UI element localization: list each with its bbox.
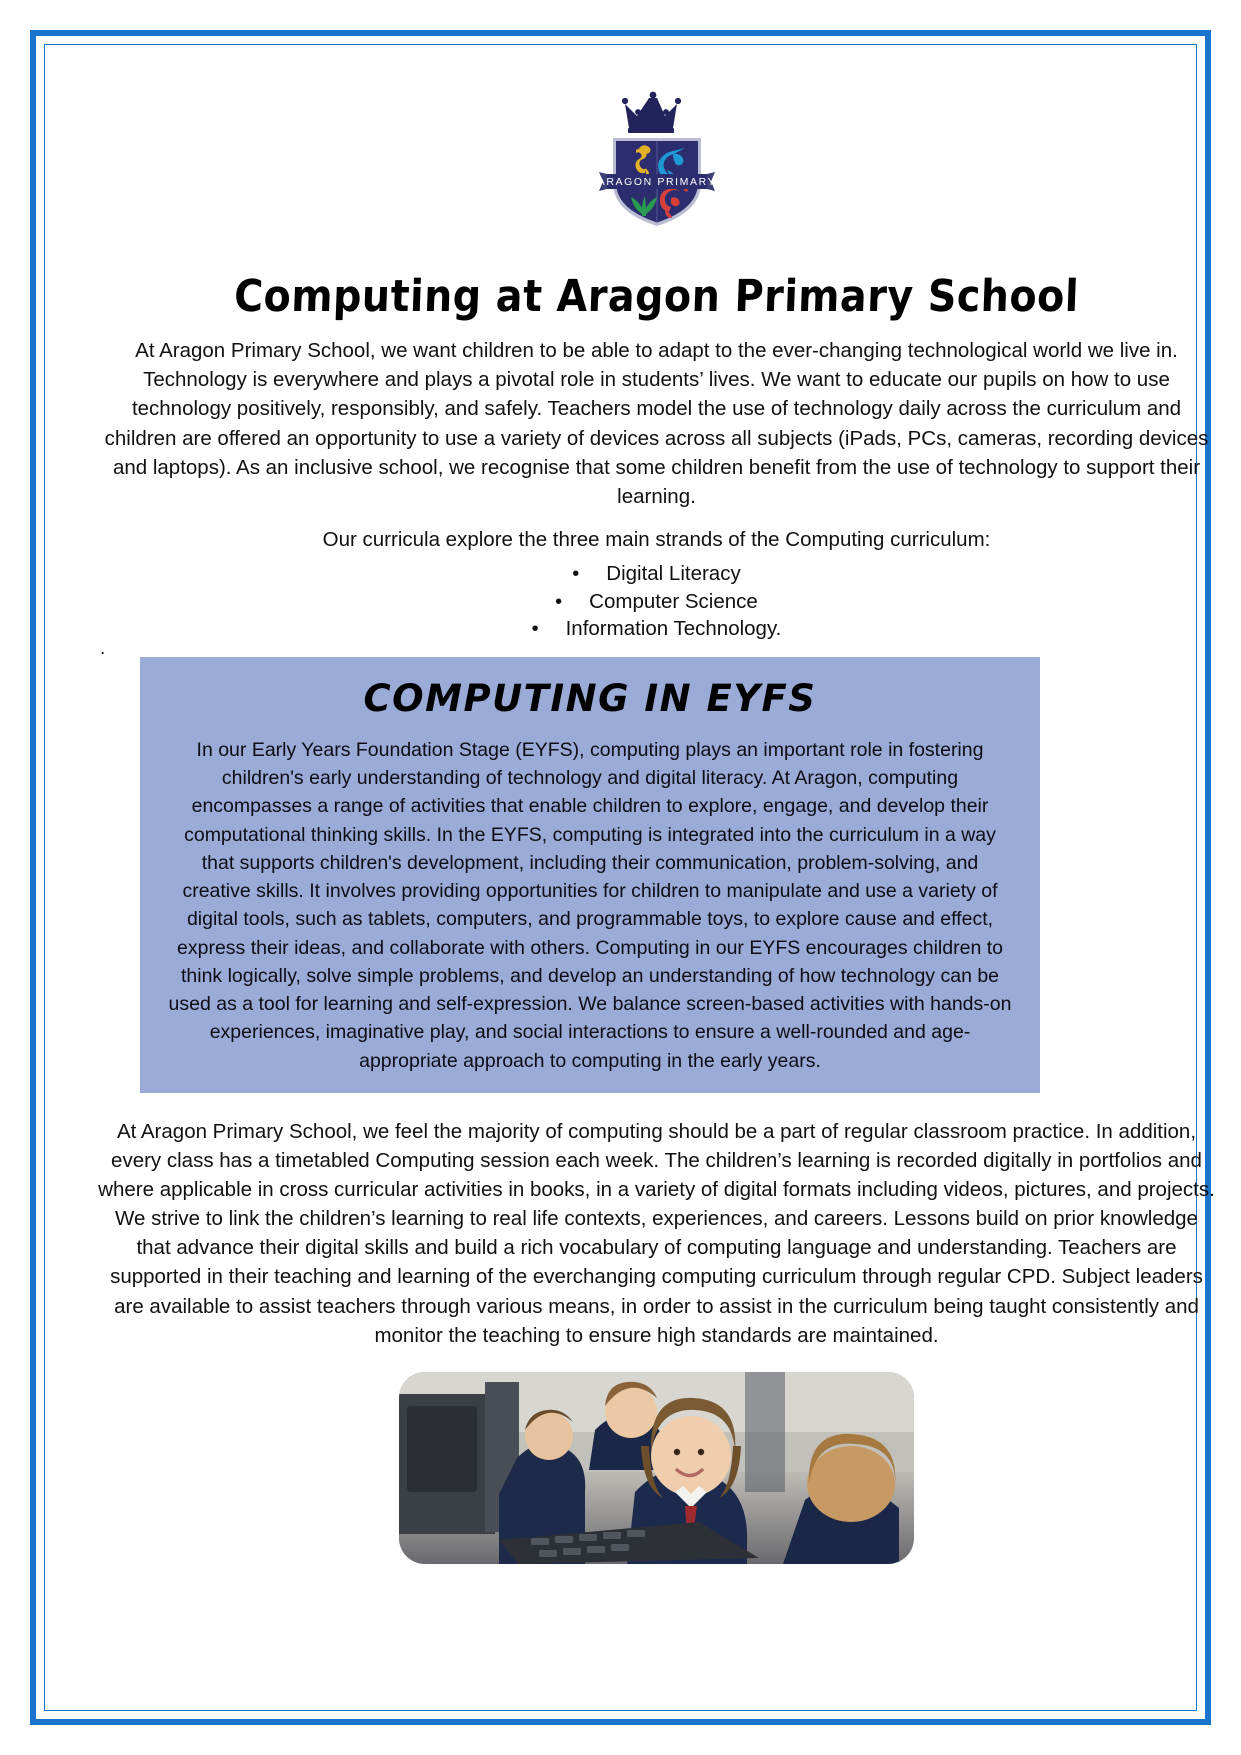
stray-period-mark: . xyxy=(100,637,106,659)
school-logo xyxy=(98,80,1215,238)
curriculum-strands-list xyxy=(98,560,1215,643)
page-title: Computing at Aragon Primary School xyxy=(233,271,1080,322)
strands-lead-in: Our curricula explore the three main strands of the Computing curriculum: xyxy=(322,527,991,551)
crest-banner xyxy=(597,172,715,191)
eyfs-section-panel xyxy=(140,657,1040,1093)
eyfs-body-text: In our Early Years Foundation Stage (EYFS), computing plays an important role in fostering children's early understanding of technology and digital literacy. At Aragon, computing encompasses a range of activities that enable children to explore, engage, and develop their computational thinking skills. In the EYFS, computing is integrated into the curriculum in a way that supports children's development, including their communication, problem-solving, and creative skills. It involves providing opportunities for children to manipulate and use a variety of digital tools, such as tablets, computers, and programmable toys, to explore cause and effect, express their ideas, and collaborate with others. Computing in our EYFS encourages children to think logically, solve simple problems, and develop an understanding of how technology can be used as a tool for learning and self-expression. We balance screen-based activities with hands-on experiences, imaginative play, and social interactions to ensure a well-rounded and age-appropriate approach to computing in the early years. xyxy=(168,738,1012,1072)
classroom-photo-wrap xyxy=(98,1372,1215,1569)
bullet-icon: • xyxy=(572,562,580,585)
list-item xyxy=(98,615,1215,643)
eyfs-heading: COMPUTING IN EYFS xyxy=(363,676,817,720)
closing-paragraph: At Aragon Primary School, we feel the majority of computing should be a part of regular classroom practice. In addition, every class has a timetabled Computing session each week. The children’s learning is recorded digitally in portfolios and where applicable in cross curricular activities in books, in a variety of digital formats including videos, pictures, and projects. We strive to link the children’s learning to real life contexts, experiences, and careers. Lessons build on prior knowledge that advance their digital skills and build a rich vocabulary of computing language and understanding. Teachers are supported in their teaching and learning of the everchanging computing curriculum through regular CPD. Subject leaders are available to assist teachers through various means, in order to assist in the curriculum being taught consistently and monitor the teaching to ensure high standards are maintained. xyxy=(98,1119,1215,1347)
bullet-icon: • xyxy=(531,618,539,641)
intro-paragraph: At Aragon Primary School, we want children to be able to adapt to the ever-changing technological world we live in. Technology is everywhere and plays a pivotal role in students’ lives. We want to educate our pupils on how to use technology positively, responsibly, and safely. Teachers model the use of technology daily across the curriculum and children are offered an opportunity to use a variety of devices across all subjects (iPads, PCs, cameras, recording devices and laptops). As an inclusive school, we recognise that some children benefit from the use of technology to support their learning. xyxy=(104,339,1209,508)
school-crest-icon xyxy=(595,88,719,233)
page-border-frame xyxy=(30,30,1215,1725)
bullet-icon: • xyxy=(555,590,563,613)
svg-text:ARAGON PRIMARY: ARAGON PRIMARY xyxy=(597,176,716,188)
classroom-photo xyxy=(399,1372,914,1564)
list-item xyxy=(98,560,1215,588)
list-item xyxy=(98,588,1215,616)
list-item-label: Digital Literacy xyxy=(606,561,741,585)
document-content xyxy=(98,80,1215,1569)
list-item-label: Computer Science xyxy=(589,589,758,613)
list-item-label: Information Technology. xyxy=(565,617,782,641)
